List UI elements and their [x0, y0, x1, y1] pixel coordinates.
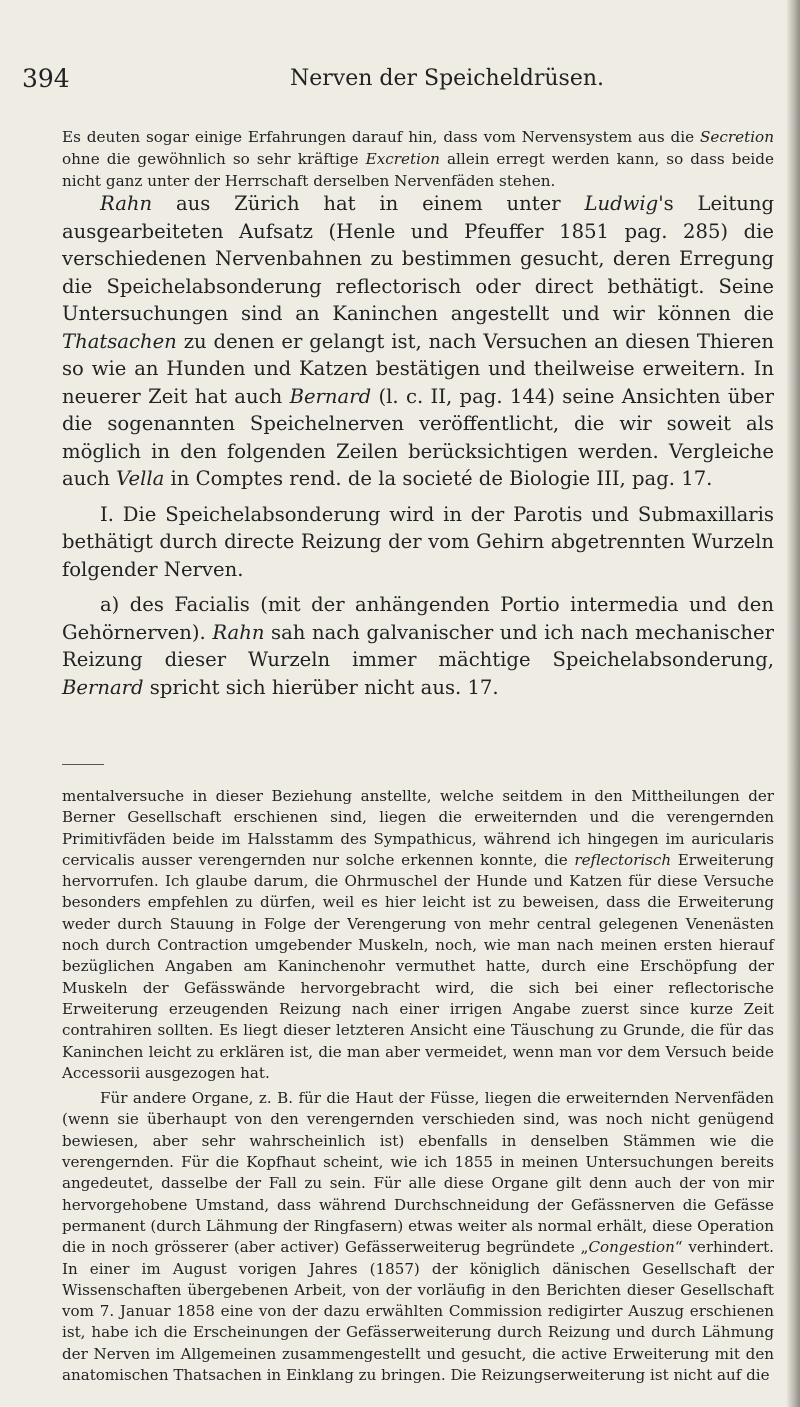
italic-term: Rahn	[212, 620, 265, 644]
footnote-paragraph-continued	[62, 786, 774, 1084]
text-run: 's Leitung ausgearbeiteten Aufsatz (Henle und Pfeuffer 1851 pag. 285) die verschiedenen Nervenbahnen zu bestimmen gesucht, deren Erregung die Speichelabsonderung reflectorisch oder direct bethätigt. Seine Untersuchungen sind an Kaninchen angestellt und wir können die	[62, 192, 774, 325]
text-run: Erweiterung hervorrufen. Ich glaube darum, die Ohrmuschel der Hunde und Katzen für diese Versuche besonders empfehlen zu dürfen, weil es hier leicht ist zu beweisen, dass die Erweiterung weder durch Stauung in Folge der Verengerung von mehr central gelegenen Venenästen noch durch Contraction umgebender Muskeln, noch, wie man nach meinen ersten hierauf bezüglichen Angaben am Kaninchenohr vermuthet hatte, durch eine Erschöpfung der Muskeln der Gefässwände hervorgebracht wird, die sich bei einer reflectorische Erweiterung erzeugenden Reizung nach einer irrigen Angabe zuerst since kurze Zeit contrahiren sollten. Es liegt dieser letzteren Ansicht eine Täuschung zu Grunde, die für das Kaninchen leicht zu erklären ist, die man aber vermeidet, wenn man vor dem Versuch beide Accessorii ausgezogen hat.	[62, 850, 774, 1082]
page-number: 394	[22, 64, 70, 93]
italic-term: reflectorisch	[574, 850, 672, 869]
text-run: sah nach galvanischer und ich nach mechanischer Reizung dieser Wurzeln immer mächtige Speichelabsonderung,	[62, 620, 774, 671]
text-run: allein erregt werden kann, so dass beide nicht ganz unter der Herrschaft derselben Nervenfäden stehen.	[62, 150, 774, 190]
main-paragraph-facialis	[62, 591, 774, 701]
italic-term: Secretion	[699, 128, 774, 146]
main-text	[62, 190, 774, 709]
italic-term: Bernard	[289, 384, 372, 408]
italic-term: Rahn	[100, 192, 153, 215]
page-edge-shadow	[786, 0, 800, 1407]
footnote-text	[62, 786, 774, 1390]
text-run: zu denen er gelangt ist, nach Versuchen an diesen Thieren so wie an Hunden und Katzen bestätigen und theilweise erweitern. In neuerer Zeit hat auch	[62, 329, 774, 408]
text-run: ohne die gewöhnlich so sehr kräftige	[62, 150, 366, 168]
text-run: Es deuten sogar einige Erfahrungen darauf hin, dass vom Nervensystem aus die	[62, 128, 700, 146]
main-paragraph-section-i	[62, 501, 774, 584]
text-run: in Comptes rend. de la societé de Biologie III, pag. 17.	[164, 467, 713, 490]
italic-term: Vella	[116, 467, 165, 490]
page-header	[22, 64, 782, 98]
text-run: I. Die Speichelabsonderung wird in der Parotis und Submaxillaris bethätigt durch directe Reizung der vom Gehirn abgetrennten Wurzeln folgender Nerven.	[62, 502, 774, 581]
footnote-rule	[62, 764, 104, 765]
text-run: aus Zürich hat in einem unter	[152, 192, 585, 215]
footnote-paragraph-other-organs	[62, 1088, 774, 1386]
italic-term: Thatsachen	[62, 329, 177, 353]
text-run: “ verhindert. In einer im August vorigen Jahres (1857) der königlich dänischen Gesellschaft der Wissenschaften übergebenen Arbeit, von der vorläufig in den Berichten dieser Gesellschaft vom 7. Januar 1858 eine von der dazu erwählten Commission redigirter Auszug erschienen ist, habe ich die Erscheinungen der Gefässerweiterung durch Reizung und durch Lähmung der Nerven im Allgemeinen zusammengestellt und gesucht, die active Erweiterung mit den anatomischen Thatsachen in Einklang zu bringen. Die Reizungserweiterung ist nicht auf die	[62, 1238, 774, 1385]
intro-text	[62, 126, 774, 192]
text-run: Für andere Organe, z. B. für die Haut der Füsse, liegen die erweiternden Nervenfäden (wenn sie überhaupt von den verengernden verschieden sind, was noch nicht genügend bewiesen, aber sehr wahrscheinlich ist) ebenfalls in denselben Stämmen wie die verengernden. Für die Kopfhaut scheint, wie ich 1855 in meinen Untersuchungen bereits angedeutet, dasselbe der Fall zu sein. Für alle diese Organe gilt denn auch der von mir hervorgehobene Umstand, dass während Durchschneidung der Gefässnerven die Gefässe permanent (durch Lähmung der Ringfasern) etwas weiter als normal erhält, diese Operation die in noch grösserer (aber activer) Gefässerweiterug begründete „	[62, 1089, 774, 1257]
text-run: spricht sich hierüber nicht aus. 17.	[143, 675, 499, 699]
text-run: a) des Facialis (mit der anhängenden Portio intermedia und den Gehörnerven).	[62, 593, 774, 644]
italic-term: Excretion	[365, 150, 440, 168]
italic-term: Congestion	[588, 1238, 675, 1257]
intro-paragraph	[62, 126, 774, 192]
text-run: mentalversuche in dieser Beziehung anstellte, welche seitdem in den Mittheilungen der Berner Gesellschaft erschienen sind, liegen die erweiternden und die verengernden Primitivfäden beide im Halsstamm des Sympathicus, während ich hingegen im auricularis cervicalis ausser verengernden nur solche erkennen konnte, die	[62, 787, 774, 869]
text-run: (l. c. II, pag. 144) seine Ansichten über die sogenannten Speichelnerven veröffentlicht, die wir soweit als möglich in den folgenden Zeilen berücksichtigen werden. Vergleiche auch	[62, 384, 774, 490]
main-paragraph-rahn	[62, 190, 774, 493]
italic-term: Ludwig	[584, 192, 659, 215]
running-title: Nerven der Speicheldrüsen.	[290, 66, 605, 91]
italic-term: Bernard	[62, 675, 144, 699]
